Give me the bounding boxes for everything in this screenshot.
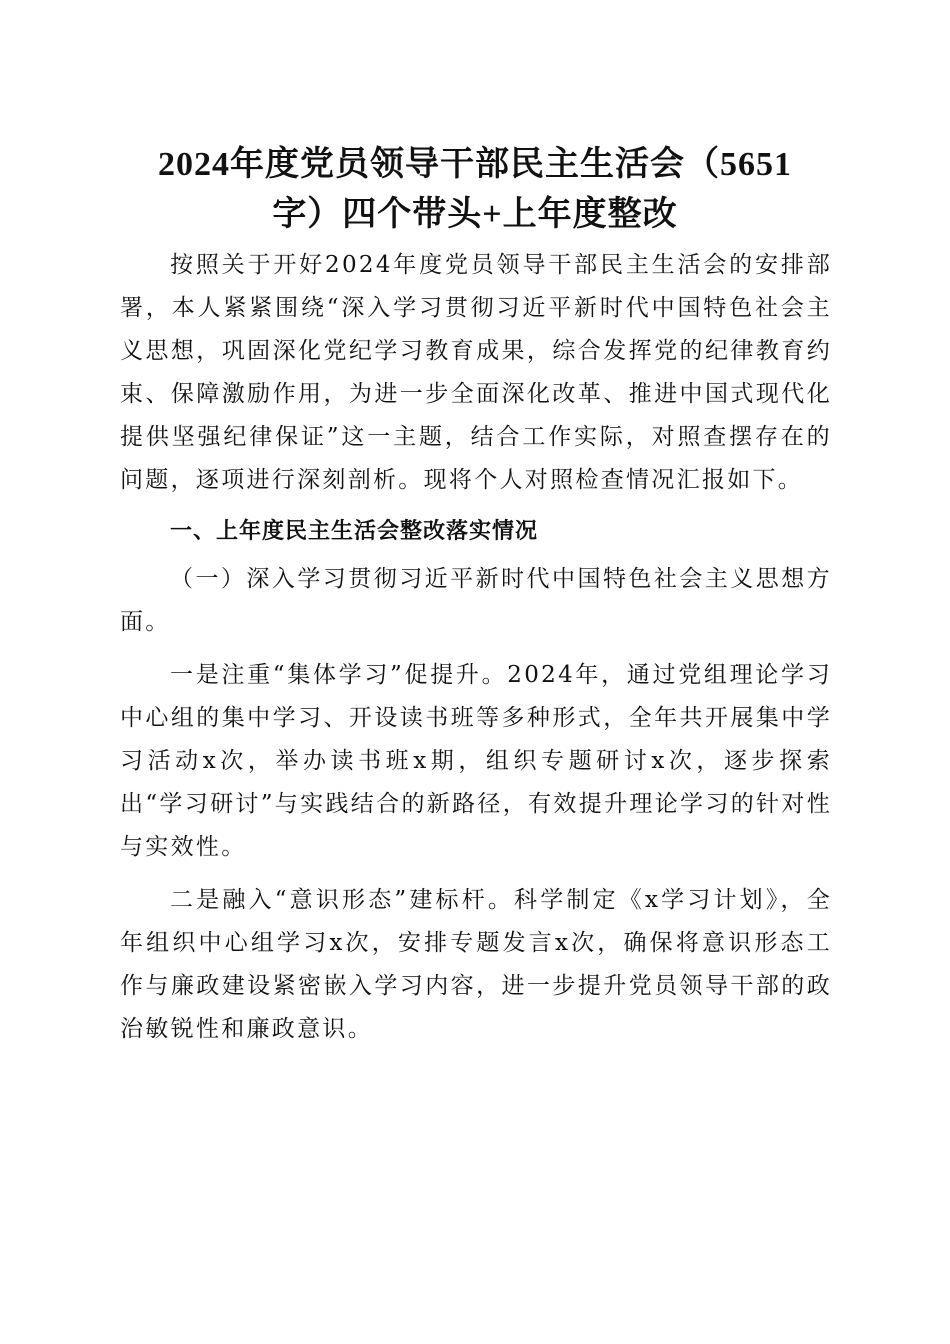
title-line-1: 2024年度党员领导干部民主生活会（5651 xyxy=(158,146,792,183)
section-heading-1: 一、上年度民主生活会整改落实情况 xyxy=(170,519,539,544)
document-body xyxy=(120,244,832,1051)
body-paragraph-point-2: 二是融入“意识形态”建标杆。科学制定《x学习计划》，全年组织中心组学习x次，安排专题发言x次，确保将意识形态工作与廉政建设紧密嵌入学习内容，进一步提升党员领导干部的政治敏锐性和廉政意识。 xyxy=(120,887,832,1042)
subsection-heading-1: （一）深入学习贯彻习近平新时代中国特色社会主义思想方面。 xyxy=(120,566,832,635)
document-title xyxy=(120,140,830,240)
title-line-2: 字）四个带头+上年度整改 xyxy=(272,196,678,233)
body-paragraph-point-1: 一是注重“集体学习”促提升。2024年，通过党组理论学习中心组的集中学习、开设读书班等多种形式，全年共开展集中学习活动x次，举办读书班x期，组织专题研讨x次，逐步探索出“学习研讨”与实践结合的新路径，有效提升理论学习的针对性与实效性。 xyxy=(120,662,832,860)
intro-paragraph: 按照关于开好2024年度党员领导干部民主生活会的安排部署，本人紧紧围绕“深入学习贯彻习近平新时代中国特色社会主义思想，巩固深化党纪学习教育成果，综合发挥党的纪律教育约束、保障激励作用，为进一步全面深化改革、推进中国式现代化提供坚强纪律保证”这一主题，结合工作实际，对照查摆存在的问题，逐项进行深刻剖析。现将个人对照检查情况汇报如下。 xyxy=(120,252,832,493)
